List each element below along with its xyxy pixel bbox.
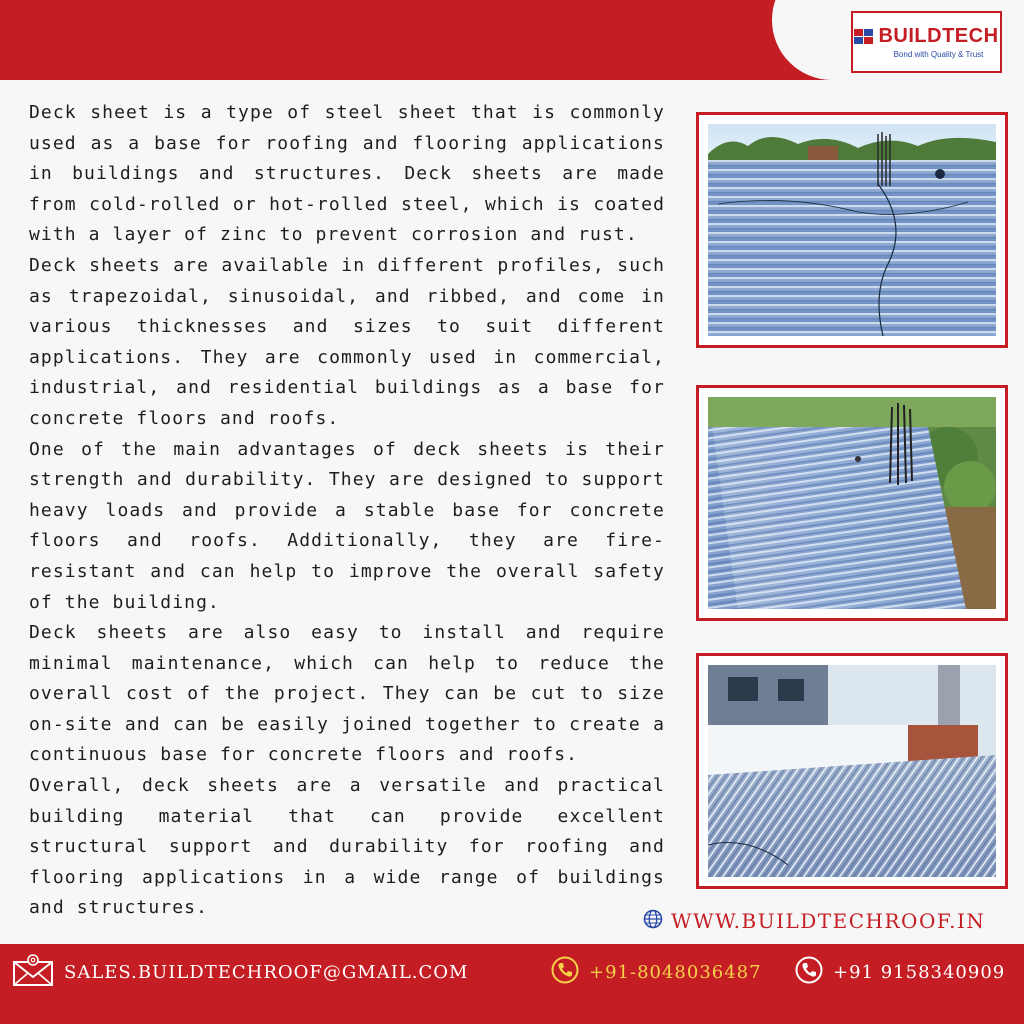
paragraph: Deck sheets are also easy to install and require minimal maintenance, which can help to reduce the overall cost of the project. They can be cut to size on-site and can be easily joined together to create a continuous base for concrete floors and roofs. xyxy=(29,622,665,766)
logo-row xyxy=(854,25,998,48)
paragraph: Overall, deck sheets are a versatile and practical building material that can provide excellent structural support and durability for roofing and flooring applications in a wide range of buildings and structures. xyxy=(29,775,665,919)
website-link[interactable] xyxy=(643,906,985,936)
secondary-phone-number: +91 9158340909 xyxy=(833,961,1006,983)
paragraph: One of the main advantages of deck sheets is their strength and durability. They are designed to support heavy loads and provide a stable base for concrete floors and roofs. Additionally, they are fire-resistant and can help to improve the overall safety of the building. xyxy=(29,438,665,613)
secondary-phone-contact[interactable] xyxy=(795,957,1005,987)
globe-icon xyxy=(643,909,663,933)
deck-sheet-photo-1 xyxy=(696,112,1008,348)
envelope-icon xyxy=(12,953,54,991)
article-body xyxy=(29,98,665,924)
phone-icon xyxy=(795,956,823,988)
brand-name: BUILDTECH xyxy=(878,25,999,47)
email-contact[interactable] xyxy=(12,957,468,987)
email-address: SALES.BUILDTECHROOF@GMAIL.COM xyxy=(64,961,469,983)
deck-sheet-photo-3 xyxy=(696,653,1008,889)
phone-icon xyxy=(551,956,579,988)
deck-sheet-roof-photo-3-icon xyxy=(708,665,996,877)
deck-sheet-roof-photo-2-icon xyxy=(708,397,996,609)
website-url: WWW.BUILDTECHROOF.IN xyxy=(671,909,986,933)
primary-phone-number: +91-8048036487 xyxy=(589,961,762,983)
deck-sheet-roof-photo-1-icon xyxy=(708,124,996,336)
deck-sheet-photo-2 xyxy=(696,385,1008,621)
primary-phone-contact[interactable] xyxy=(551,957,762,987)
logo-mark-icon xyxy=(854,29,874,45)
brand-tagline: Bond with Quality & Trust xyxy=(893,50,984,59)
brand-logo[interactable] xyxy=(851,11,1002,73)
paragraph: Deck sheets are available in different profiles, such as trapezoidal, sinusoidal, and ribbed, and come in various thicknesses and sizes to suit different applications. They are commonly used in commercial, industrial, and residential buildings as a base for concrete floors and roofs. xyxy=(29,254,665,429)
paragraph: Deck sheet is a type of steel sheet that is commonly used as a base for roofing and flooring applications in buildings and structures. Deck sheets are made from cold-rolled or hot-rolled steel, which is coated with a layer of zinc to prevent corrosion and rust. xyxy=(29,102,665,246)
